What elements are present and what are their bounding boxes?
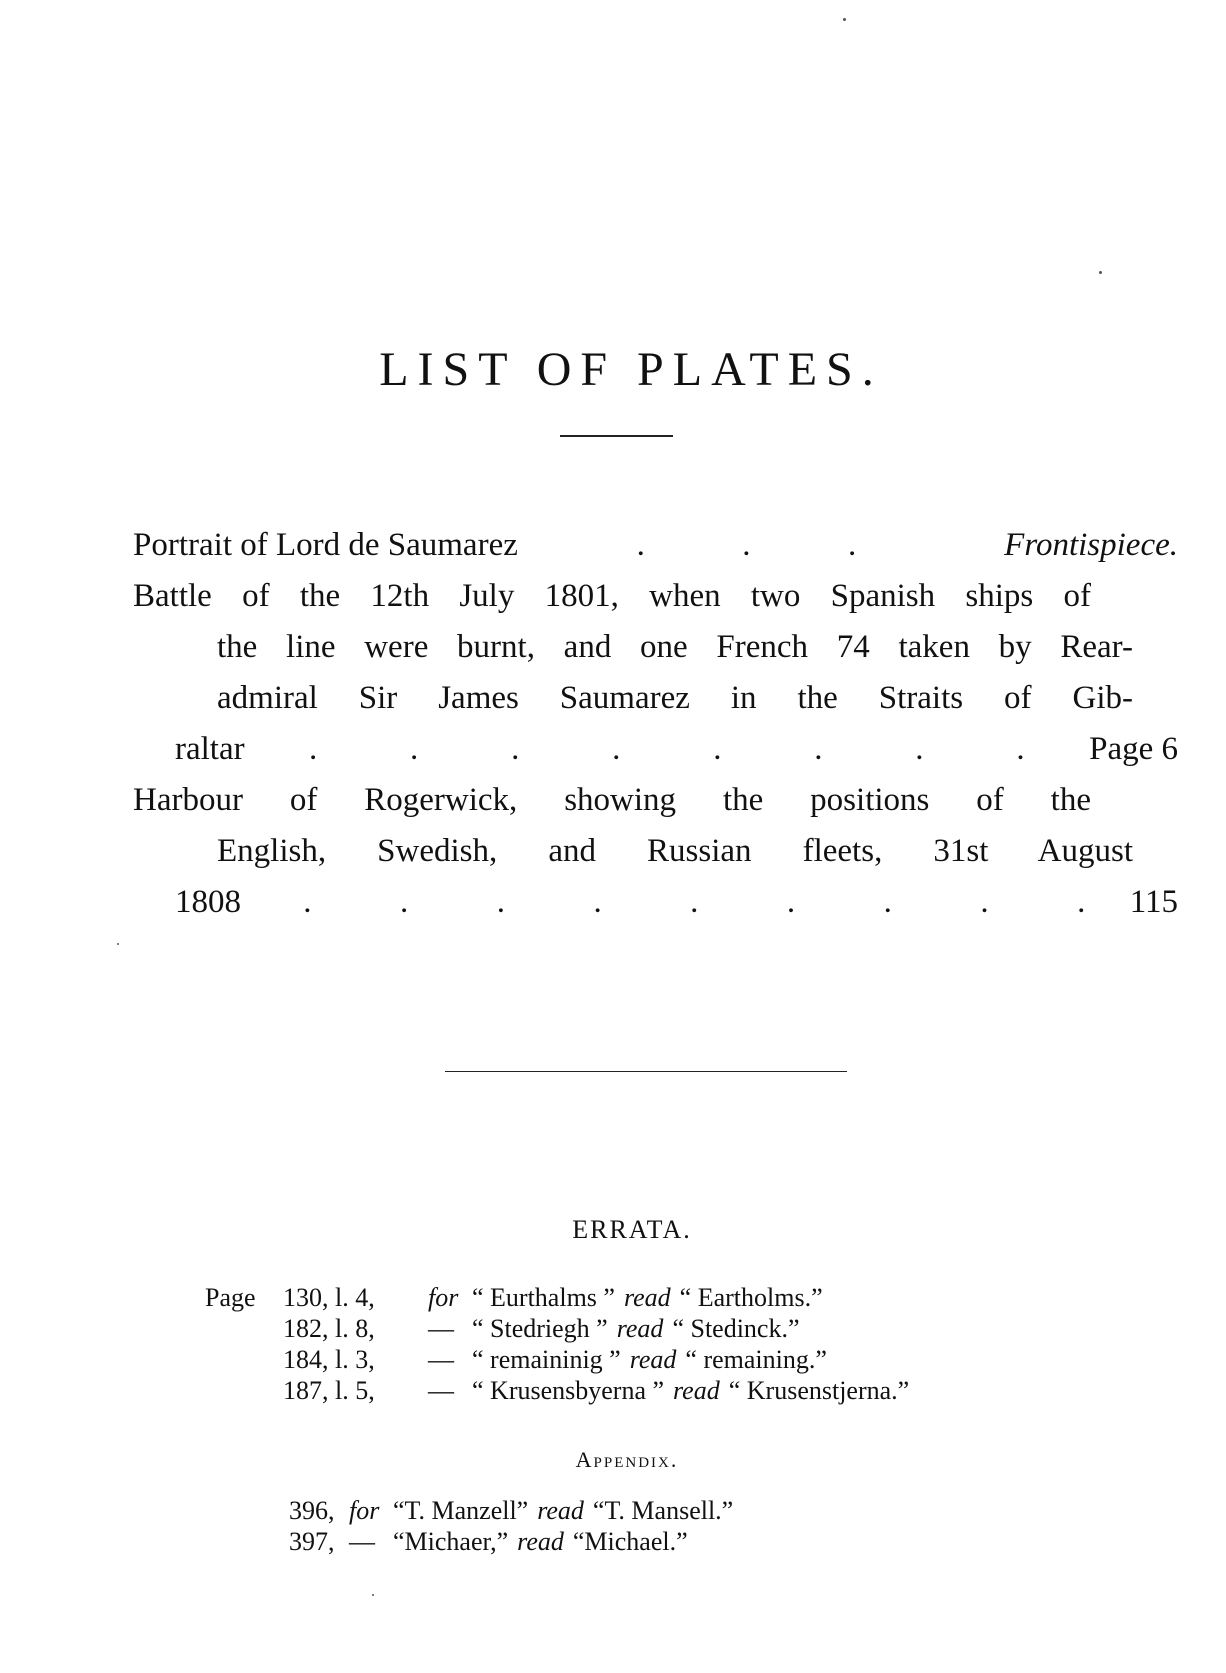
plate-line: English, Swedish, and Russian fleets, 31st August — [217, 833, 1133, 869]
errata-row: Page 130, l. 4, for “ Eurthalms ” read “ Eartholms.” — [205, 1283, 823, 1312]
plate-line: admiral Sir James Saumarez in the Straits of Gib- — [217, 680, 1133, 716]
plate-page-ref: Page 6 — [1089, 731, 1178, 767]
errata-list — [205, 1282, 909, 1406]
plates-list — [133, 520, 1178, 928]
plate-entry-battle — [133, 571, 1178, 622]
appendix-row: 397, — “Michaer,” read “Michael.” — [289, 1527, 688, 1556]
scan-speck — [372, 1594, 374, 1596]
errata-row: 182, l. 8, — “ Stedriegh ” read “ Stedinck.” — [283, 1314, 800, 1343]
plate-line: the line were burnt, and one French 74 taken by Rear- — [217, 629, 1133, 665]
plate-title: Portrait of Lord de Saumarez — [133, 527, 518, 563]
leader-dots: . . . . . . . . — [309, 731, 1025, 767]
plate-line: Battle of the 12th July 1801, when two Spanish ships of — [133, 578, 1091, 614]
page-title: LIST OF PLATES. — [379, 343, 883, 396]
short-divider — [560, 435, 673, 437]
appendix-heading: Appendix. — [575, 1447, 679, 1472]
errata-row: 184, l. 3, — “ remaininig ” read “ remaining.” — [283, 1345, 827, 1374]
plate-line: 1808 — [175, 884, 241, 920]
leader-dots: . . . — [636, 527, 857, 563]
plate-line: raltar — [175, 731, 245, 767]
long-divider — [445, 1071, 847, 1072]
scan-speck — [117, 943, 119, 945]
plate-page-ref: Frontispiece. — [1004, 527, 1178, 563]
plate-page-ref: 115 — [1129, 884, 1178, 920]
plate-entry-portrait — [133, 520, 1178, 571]
appendix-row: 396, for “T. Manzell” read “T. Mansell.” — [289, 1496, 734, 1525]
appendix-errata-list — [289, 1495, 733, 1557]
errata-row: 187, l. 5, — “ Krusensbyerna ” read “ Krusenstjerna.” — [283, 1376, 910, 1405]
plate-line: Harbour of Rogerwick, showing the positions of the — [133, 782, 1091, 818]
plate-entry-harbour — [133, 775, 1178, 826]
scan-speck — [1099, 271, 1102, 274]
leader-dots: . . . . . . . . . — [303, 884, 1086, 920]
errata-heading: ERRATA. — [572, 1215, 692, 1244]
scan-speck — [843, 18, 846, 21]
